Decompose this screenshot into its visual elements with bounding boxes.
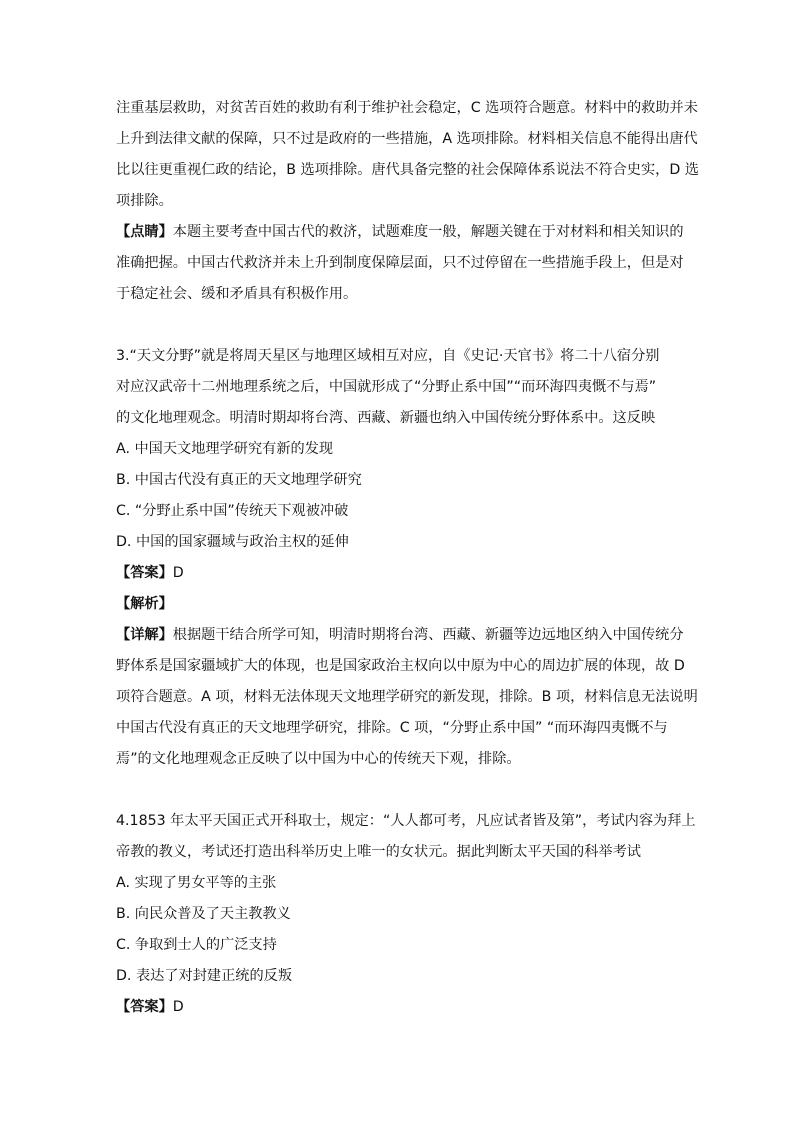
q3-detail-tag: 【详解】 [116, 627, 173, 643]
q3-answer-tag: 【答案】 [116, 565, 173, 581]
q3-stem-line-1: 3.“天文分野”就是将周天星区与地理区域相互对应，自《史记·天官书》将二十八宿分别 [116, 348, 660, 364]
q3-answer-value: D [172, 565, 184, 581]
q3-detail-line-4: 中国古代没有真正的天文地理学研究，排除。C 项，“分野止系中国” “而环海四夷慨不与 [116, 720, 668, 736]
q3-option-a: A. 中国天文地理学研究有新的发现 [116, 441, 334, 457]
q3-analysis-tag: 【解析】 [116, 596, 173, 612]
prev-explanation-line-4: 项排除。 [116, 193, 173, 209]
q3-option-d: D. 中国的国家疆域与政治主权的延伸 [116, 534, 349, 550]
q4-answer-tag: 【答案】 [116, 999, 173, 1015]
q4-stem-line-1: 4.1853 年太平天国正式开科取士，规定：“人人都可考，凡应试者皆及第”，考试内容为拜上 [116, 813, 696, 829]
q3-detail-line-5: 焉”的文化地理观念正反映了以中国为中心的传统天下观，排除。 [116, 751, 521, 767]
q3-option-c: C. “分野止系中国”传统天下观被冲破 [116, 503, 349, 519]
q4-stem-line-2: 帝教的教义，考试还打造出科举历史上唯一的女状元。据此判断太平天国的科举考试 [116, 844, 641, 860]
q3-stem-line-2: 对应汉武帝十二州地理系统之后，中国就形成了“分野止系中国”“而环海四夷慨不与焉” [116, 379, 657, 395]
q4-answer-line [116, 997, 184, 1017]
q3-detail-line-1 [116, 625, 684, 645]
q4-answer-value: D [172, 999, 184, 1015]
q4-option-d: D. 表达了对封建正统的反叛 [116, 968, 293, 984]
q3-detail-text-1: 根据题干结合所学可知，明清时期将台湾、西藏、新疆等边远地区纳入中国传统分 [172, 627, 684, 643]
prev-explanation-line-3: 比以往更重视仁政的结论，B 选项排除。唐代具备完整的社会保障体系说法不符合史实，D 选 [116, 162, 699, 178]
q3-detail-line-2: 野体系是国家疆域扩大的体现，也是国家政治主权向以中原为中心的周边扩展的体现，故 D [116, 658, 685, 674]
q3-answer-line [116, 563, 184, 583]
q4-option-b: B. 向民众普及了天主教教义 [116, 906, 291, 922]
comment-line-3: 于稳定社会、缓和矛盾具有积极作用。 [116, 286, 358, 302]
q3-stem-line-3: 的文化地理观念。明清时期却将台湾、西藏、新疆也纳入中国传统分野体系中。这反映 [116, 410, 656, 426]
q3-option-b: B. 中国古代没有真正的天文地理学研究 [116, 472, 362, 488]
q4-option-c: C. 争取到士人的广泛支持 [116, 937, 277, 953]
q4-option-a: A. 实现了男女平等的主张 [116, 875, 277, 891]
prev-explanation-line-2: 上升到法律文献的保障，只不过是政府的一些措施，A 选项排除。材料相关信息不能得出唐代 [116, 131, 698, 147]
prev-explanation-line-1: 注重基层救助，对贫苦百姓的救助有利于维护社会稳定，C 选项符合题意。材料中的救助并未 [116, 100, 698, 116]
comment-line-2: 准确把握。中国古代救济并未上升到制度保障层面，只不过停留在一些措施手段上，但是对 [116, 255, 684, 271]
q3-detail-line-3: 项符合题意。A 项，材料无法体现天文地理学研究的新发现，排除。B 项，材料信息无法说明 [116, 689, 698, 705]
comment-text-1: 本题主要考查中国古代的救济，试题难度一般，解题关键在于对材料和相关知识的 [172, 224, 684, 240]
comment-line-1 [116, 222, 684, 242]
comment-tag: 【点睛】 [116, 224, 173, 240]
